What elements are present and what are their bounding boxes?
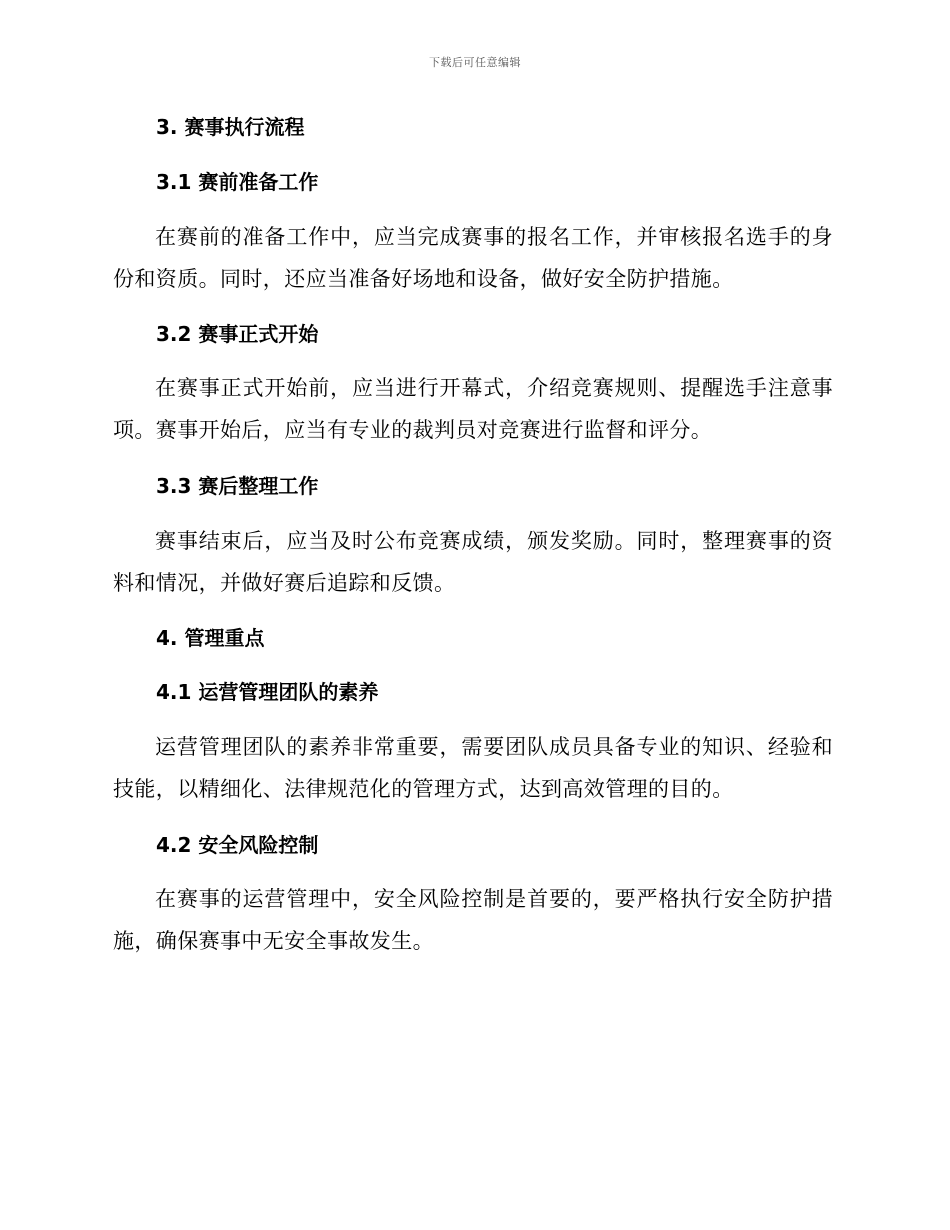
section-heading-4-2: 4.2 安全风险控制 <box>156 833 319 857</box>
page-header: 下载后可任意编辑 <box>429 56 521 69</box>
paragraph-4-1: 运营管理团队的素养非常重要，需要团队成员具备专业的知识、经验和技能，以精细化、法律规范化的管理方式，达到高效管理的目的。 <box>113 735 833 801</box>
paragraph-3-3: 赛事结束后，应当及时公布竞赛成绩，颁发奖励。同时，整理赛事的资料和情况，并做好赛后追踪和反馈。 <box>113 529 833 595</box>
paragraph-3-2: 在赛事正式开始前，应当进行开幕式，介绍竞赛规则、提醒选手注意事项。赛事开始后，应当有专业的裁判员对竞赛进行监督和评分。 <box>113 376 833 442</box>
paragraph-3-1: 在赛前的准备工作中，应当完成赛事的报名工作，并审核报名选手的身份和资质。同时，还应当准备好场地和设备，做好安全防护措施。 <box>113 225 833 291</box>
section-heading-3-1: 3.1 赛前准备工作 <box>156 170 319 194</box>
section-heading-3: 3. 赛事执行流程 <box>156 115 305 139</box>
paragraph-4-2: 在赛事的运营管理中，安全风险控制是首要的，要严格执行安全防护措施，确保赛事中无安全事故发生。 <box>113 887 833 953</box>
section-heading-4-1: 4.1 运营管理团队的素养 <box>156 680 379 704</box>
section-heading-3-2: 3.2 赛事正式开始 <box>156 322 319 346</box>
section-heading-4: 4. 管理重点 <box>156 626 265 650</box>
section-heading-3-3: 3.3 赛后整理工作 <box>156 474 319 498</box>
